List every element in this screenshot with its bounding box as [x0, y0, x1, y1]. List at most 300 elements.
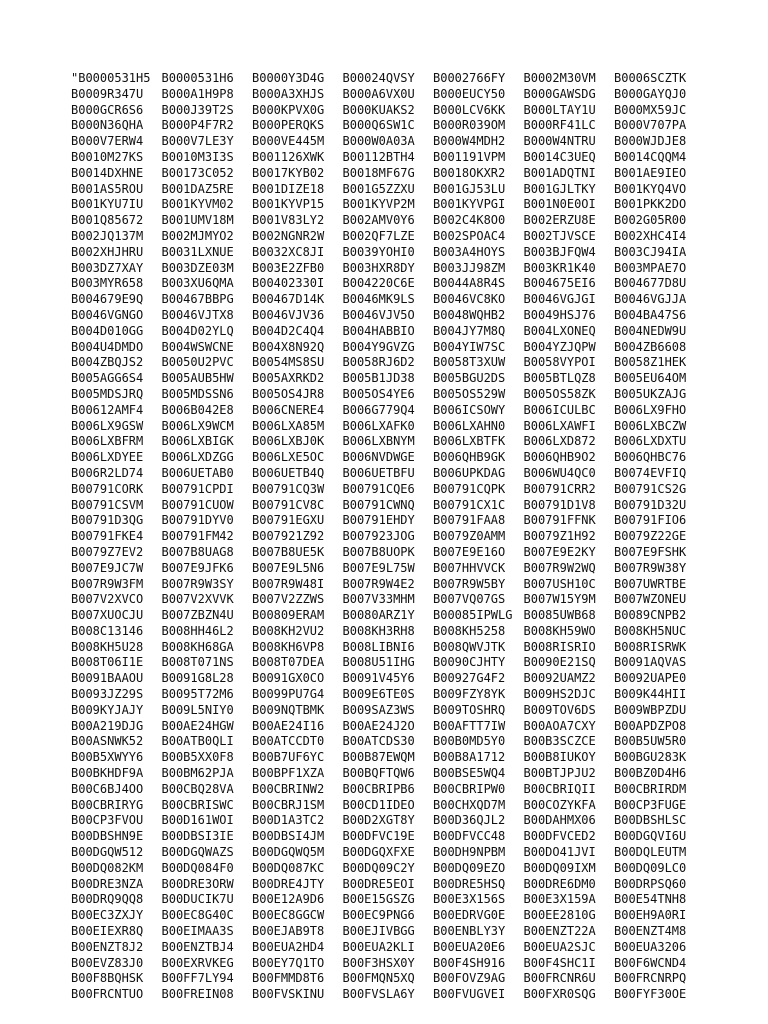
code-cell: B00B87EWQM [342, 750, 415, 765]
code-cell: B0079Z0AMM [433, 529, 506, 544]
code-cell: B00B0MD5Y0 [433, 734, 506, 749]
code-cell: B00EXRVKEG [161, 955, 234, 970]
code-cell: B00DRPSQ60 [614, 876, 687, 891]
code-cell: B00EUA2KLI [342, 939, 415, 954]
code-cell: B008HH46L2 [161, 623, 234, 638]
code-cell: B00173C052 [161, 165, 234, 180]
code-cell: B008KH3RH8 [342, 623, 415, 638]
code-cell: B001KYVM02 [161, 197, 234, 212]
code-cell: B008RISRIO [523, 639, 596, 654]
code-cell: B0039YOHI0 [342, 244, 415, 259]
code-cell: B0018OKXR2 [433, 165, 506, 180]
code-cell: B00CBRISWC [161, 797, 234, 812]
code-cell: B00DO41JVI [523, 845, 596, 860]
code-cell: B009HS2DJC [523, 687, 596, 702]
code-cell: B00BKHDF9A [71, 766, 144, 781]
code-cell: B0014DXHNE [71, 165, 144, 180]
code-cell: B008KH68GA [161, 639, 234, 654]
code-cell: B007V2XVCO [71, 592, 144, 607]
code-cell: B00791FAA8 [433, 513, 506, 528]
code-cell: B004YZJQPW [523, 339, 596, 354]
code-cell: B006LXE5OC [252, 450, 325, 465]
code-cell: B0092UAPE0 [614, 671, 687, 686]
code-cell: B00DGQWAZS [161, 845, 234, 860]
code-cell: B007R9W4E2 [342, 576, 415, 591]
code-cell: B00DUCIK7U [161, 892, 234, 907]
code-cell: B00B5UW5R0 [614, 734, 687, 749]
code-cell: B006LXA85M [252, 418, 325, 433]
code-cell: B00BGU283K [614, 750, 687, 765]
code-cell: B006UETAB0 [161, 465, 234, 480]
code-cell: B006LXD872 [523, 434, 596, 449]
code-cell: B000KUAKS2 [342, 102, 415, 117]
code-cell: B0049HSJ76 [523, 307, 596, 322]
code-cell: B0046VGNGO [71, 307, 144, 322]
code-cell: B00791FKE4 [71, 529, 144, 544]
code-cell: B00EH9A0RI [614, 908, 687, 923]
code-cell: B002JQ137M [71, 228, 144, 243]
code-cell: B00EDRVG0E [433, 908, 506, 923]
code-cell: B009FZY8YK [433, 687, 506, 702]
code-cell: B006NVDWGE [342, 450, 415, 465]
code-cell: B00791CS2G [614, 481, 687, 496]
code-cell: B001GJLTKY [523, 181, 596, 196]
code-cell: B0079Z22GE [614, 529, 687, 544]
code-cell: B0002766FY [433, 71, 506, 85]
code-cell: B006B042E8 [161, 402, 234, 417]
code-cell: B00024QVSY [342, 71, 415, 85]
code-cell: B00COZYKFA [523, 797, 596, 812]
code-cell: B007E9L5N6 [252, 560, 325, 575]
code-cell: B002XHC4I4 [614, 228, 687, 243]
code-cell: B004YIW7SC [433, 339, 506, 354]
code-cell: B00F3HSX0Y [342, 955, 415, 970]
code-cell: B004D010GG [71, 323, 144, 338]
code-cell: B000VE445M [252, 134, 325, 149]
code-cell: B007E9E2KY [523, 544, 596, 559]
code-cell: B00DGQW512 [71, 845, 144, 860]
code-cell: B004X8N92Q [252, 339, 325, 354]
code-cell: B00DBSI4JM [252, 829, 325, 844]
code-cell: B00CBRIQII [523, 781, 596, 796]
code-cell: B006UPKDAG [433, 465, 506, 480]
code-cell: B00B5XWYY6 [71, 750, 144, 765]
code-cell: B0085UWB68 [523, 608, 596, 623]
code-cell: B000EUCY50 [433, 86, 506, 101]
code-cell: B00ATCDS30 [342, 734, 415, 749]
code-cell: B00791CORK [71, 481, 144, 496]
code-cell: B00EUA2HD4 [252, 939, 325, 954]
code-cell: B006LXBTFK [433, 434, 506, 449]
code-cell: B008T07DEA [252, 655, 325, 670]
code-cell: B0018MF67G [342, 165, 415, 180]
code-cell: B00DQ09C2Y [342, 860, 415, 875]
code-cell: B007E9JFK6 [161, 560, 234, 575]
code-cell: B00791CQ3W [252, 481, 325, 496]
code-cell: B00791CQPK [433, 481, 506, 496]
code-cell: B00C6BJ4OO [71, 781, 144, 796]
code-cell: B00BTJPJU2 [523, 766, 596, 781]
code-cell: B007B8UOPK [342, 544, 415, 559]
code-cell: B00ENZT8J2 [71, 939, 144, 954]
code-cell: B006LXBNYM [342, 434, 415, 449]
code-cell: B003DZE03M [161, 260, 234, 275]
code-cell: B00DRE3ORW [161, 876, 234, 891]
code-cell: B007HHVVCK [433, 560, 506, 575]
code-cell: B002AMV0Y6 [342, 213, 415, 228]
code-cell: B00FXR0SQG [523, 987, 596, 1002]
code-cell: B0091GX0CO [252, 671, 325, 686]
code-cell: B001126XWK [252, 149, 325, 164]
code-cell: B00E15GSZG [342, 892, 415, 907]
code-cell: B007W15Y9M [523, 592, 596, 607]
code-cell: B00BZ0D4H6 [614, 766, 687, 781]
code-cell: B004U4DMDO [71, 339, 144, 354]
code-cell: B00791CQE6 [342, 481, 415, 496]
code-cell: B000GAYQJ0 [614, 86, 687, 101]
code-cell: B00612AMF4 [71, 402, 144, 417]
code-cell: B000W0A03A [342, 134, 415, 149]
code-cell: B00CBRIPW0 [433, 781, 506, 796]
code-cell: B0054MS8SU [252, 355, 325, 370]
code-cell: B005UKZAJG [614, 386, 687, 401]
code-cell: B00D161WOI [161, 813, 234, 828]
code-cell: B00FMMD8T6 [252, 971, 325, 986]
code-cell: B003A4HOYS [433, 244, 506, 259]
code-cell: B006LXBJ0K [252, 434, 325, 449]
code-cell: B004D2C4Q4 [252, 323, 325, 338]
code-cell: B003E2ZFB0 [252, 260, 325, 275]
code-cell: B005OS4JR8 [252, 386, 325, 401]
code-cell: B00DGQWQ5M [252, 845, 325, 860]
code-cell: B005AXRKD2 [252, 371, 325, 386]
code-cell: B007VQ07GS [433, 592, 506, 607]
code-cell: B006LXDXTU [614, 434, 687, 449]
code-cell: B00ENZTBJ4 [161, 939, 234, 954]
code-cell: B0090CJHTY [433, 655, 506, 670]
code-cell: B006QHB9O2 [523, 450, 596, 465]
code-cell: B00FRCNRPQ [614, 971, 687, 986]
code-cell: B007R9W3SY [161, 576, 234, 591]
code-cell: B00EUA3206 [614, 939, 687, 954]
code-cell: B0046MK9LS [342, 292, 415, 307]
code-cell: B007V33MHM [342, 592, 415, 607]
code-cell: B002ERZU8E [523, 213, 596, 228]
code-cell: B00467BBPG [161, 292, 234, 307]
code-cell: B00CP3FVOU [71, 813, 144, 828]
code-cell: B003CJ94IA [614, 244, 687, 259]
code-cell: B00DRE4JTY [252, 876, 325, 891]
code-cell: B0089CNPB2 [614, 608, 687, 623]
code-cell: B00DBSHN9E [71, 829, 144, 844]
code-cell: B00CBRIPB6 [342, 781, 415, 796]
code-cell: B007R9W5BY [433, 576, 506, 591]
code-cell: B004675EI6 [523, 276, 596, 291]
code-cell: B00EUA2SJC [523, 939, 596, 954]
code-cell: B00FRCNTUO [71, 987, 144, 1002]
code-cell: B009K44HII [614, 687, 687, 702]
code-cell: B0058VYPOI [523, 355, 596, 370]
code-cell: B008KH59WO [523, 623, 596, 638]
code-cell: B0079Z7EV2 [71, 544, 144, 559]
code-cell: B006LXDYEE [71, 450, 144, 465]
code-cell: B000LCV6KK [433, 102, 506, 117]
code-cell: B00EVZ83J0 [71, 955, 144, 970]
code-cell: B00CHXQD7M [433, 797, 506, 812]
code-cell: B004220C6E [342, 276, 415, 291]
code-cell: B006LXBIGK [161, 434, 234, 449]
code-cell: B009WBPZDU [614, 702, 687, 717]
code-cell: B0010M3I3S [161, 149, 234, 164]
code-cell: B000LTAY1U [523, 102, 596, 117]
code-cell: B0050U2PVC [161, 355, 234, 370]
code-cell: B005MDSSN6 [161, 386, 234, 401]
code-cell: B001GJ53LU [433, 181, 506, 196]
code-cell: B00DBSHLSC [614, 813, 687, 828]
code-cell: B00791FM42 [161, 529, 234, 544]
code-cell: B00B3SCZCE [523, 734, 596, 749]
code-cell: B00B8IUKOY [523, 750, 596, 765]
code-cell: B005OS58ZK [523, 386, 596, 401]
code-cell: B009E6TE0S [342, 687, 415, 702]
code-cell: B00DBSI3IE [161, 829, 234, 844]
code-cell: B00APDZPO8 [614, 718, 687, 733]
code-cell: B008QWVJTK [433, 639, 506, 654]
code-cell: B00F4SH916 [433, 955, 506, 970]
code-cell: B004JY7M8Q [433, 323, 506, 338]
code-cell: B0010M27KS [71, 149, 144, 164]
code-cell: B0044A8R4S [433, 276, 506, 291]
code-cell: B001ADQTNI [523, 165, 596, 180]
code-cell: B0014C3UEQ [523, 149, 596, 164]
code-cell: B007V2XVVK [161, 592, 234, 607]
code-cell: B003HXR8DY [342, 260, 415, 275]
code-cell: B001KYVP2M [342, 197, 415, 212]
code-cell: B00DAHMX06 [523, 813, 596, 828]
code-cell: B008U51IHG [342, 655, 415, 670]
code-cell: B000V7LE3Y [161, 134, 234, 149]
code-cell: B005B1JD38 [342, 371, 415, 386]
code-cell: B008KH5U28 [71, 639, 144, 654]
code-cell: B00ENZT4M8 [614, 924, 687, 939]
code-cell: B00B8A1712 [433, 750, 506, 765]
code-cell: B00DH9NPBM [433, 845, 506, 860]
code-cell: B008KH2VU2 [252, 623, 325, 638]
code-cell: B00791D3QG [71, 513, 144, 528]
code-cell: B0046VGJJA [614, 292, 687, 307]
code-cell: B006LXAHN0 [433, 418, 506, 433]
code-cell: B001N0E0OI [523, 197, 596, 212]
code-cell: B001KYQ4VO [614, 181, 687, 196]
code-cell: B009NQTBMK [252, 702, 325, 717]
code-cell: B00FRCNR6U [523, 971, 596, 986]
code-cell: B00112BTH4 [342, 149, 415, 164]
code-cell: B0091V45Y6 [342, 671, 415, 686]
code-cell: B0091BAAOU [71, 671, 144, 686]
code-cell: B004HABBIO [342, 323, 415, 338]
code-cell: B006LXAFK0 [342, 418, 415, 433]
code-cell: B00F8BQHSK [71, 971, 144, 986]
code-cell: B00E54TNH8 [614, 892, 687, 907]
code-cell: B00FREIN08 [161, 987, 234, 1002]
code-cell: B00BQFTQW6 [342, 766, 415, 781]
code-cell: B00EY7Q1TO [252, 955, 325, 970]
code-cell: B0006SCZTK [614, 71, 687, 85]
code-cell: B003MPAE7O [614, 260, 687, 275]
code-cell: B00FOVZ9AG [433, 971, 506, 986]
code-cell: B00D36QJL2 [433, 813, 506, 828]
code-cell: B000RF41LC [523, 118, 596, 133]
code-cell: B00DQ09EZO [433, 860, 506, 875]
code-cell: B004679E9Q [71, 292, 144, 307]
code-cell: B008KH5NUC [614, 623, 687, 638]
code-cell: B00FVSKINU [252, 987, 325, 1002]
code-cell: B002QF7LZE [342, 228, 415, 243]
code-cell: B004NEDW9U [614, 323, 687, 338]
code-cell: B000PERQKS [252, 118, 325, 133]
code-cell: B004Y9GVZG [342, 339, 415, 354]
code-cell: B005OS529W [433, 386, 506, 401]
code-cell: B00DFVC19E [342, 829, 415, 844]
code-cell: B0091AQVAS [614, 655, 687, 670]
code-cell: B0046VJTX8 [161, 307, 234, 322]
code-cell: B00EC8GGCW [252, 908, 325, 923]
code-cell: B008RISRWK [614, 639, 687, 654]
code-cell: B00467D14K [252, 292, 325, 307]
code-cell: B009KYJAJY [71, 702, 144, 717]
code-cell: B00791EGXU [252, 513, 325, 528]
code-cell: B007921Z92 [252, 529, 325, 544]
code-cell: B00791FIO6 [614, 513, 687, 528]
code-cell: B00DRE5HSQ [433, 876, 506, 891]
code-cell: B00F4SHC1I [523, 955, 596, 970]
code-cell: B00791D1V8 [523, 497, 596, 512]
code-cell: B008T06I1E [71, 655, 144, 670]
code-cell: B00DQ09LC0 [614, 860, 687, 875]
code-grid [71, 71, 701, 1003]
code-cell: B007R9W38Y [614, 560, 687, 575]
code-cell: B00AE24HGW [161, 718, 234, 733]
code-cell: B002SPOAC4 [433, 228, 506, 243]
code-cell: B0046VC8KO [433, 292, 506, 307]
code-cell: B003DZ7XAY [71, 260, 144, 275]
code-cell: B006LX9FHO [614, 402, 687, 417]
code-cell: B002XHJHRU [71, 244, 144, 259]
code-cell: B006LXAWFI [523, 418, 596, 433]
code-cell: B00791CPDI [161, 481, 234, 496]
code-cell: B00E3X156S [433, 892, 506, 907]
code-cell: B0099PU7G4 [252, 687, 325, 702]
code-cell: B00A219DJG [71, 718, 144, 733]
code-cell: B001191VPM [433, 149, 506, 164]
code-cell: B006R2LD74 [71, 465, 144, 480]
code-cell: B00ATCCDT0 [252, 734, 325, 749]
code-cell: B00CBQ28VA [161, 781, 234, 796]
code-cell: B007B8UAG8 [161, 544, 234, 559]
code-cell: B00CBRINW2 [252, 781, 325, 796]
code-cell: B000V7ERW4 [71, 134, 144, 149]
code-cell: B007E9E16O [433, 544, 506, 559]
code-cell: B007UWRTBE [614, 576, 687, 591]
code-cell: B00DRE6DM0 [523, 876, 596, 891]
code-cell: B0017KYB02 [252, 165, 325, 180]
code-cell: B0058T3XUW [433, 355, 506, 370]
code-cell: B00AFTT7IW [433, 718, 506, 733]
code-cell: B00DQLEUTM [614, 845, 687, 860]
code-cell: B009TOV6DS [523, 702, 596, 717]
code-cell: B0079Z1H92 [523, 529, 596, 544]
code-cell: B006G779Q4 [342, 402, 415, 417]
code-cell: B009L5NIY0 [161, 702, 234, 717]
code-cell: B000GAWSDG [523, 86, 596, 101]
code-cell: B00791D32U [614, 497, 687, 512]
code-cell: B009SAZ3WS [342, 702, 415, 717]
code-cell: B007E9JC7W [71, 560, 144, 575]
code-cell: B00791CX1C [433, 497, 506, 512]
code-cell: B001G5ZZXU [342, 181, 415, 196]
code-cell: B004ZBQJS2 [71, 355, 144, 370]
code-cell: B00FF7LY94 [161, 971, 234, 986]
code-cell: B0046VGJGI [523, 292, 596, 307]
code-cell: B0074EVFIQ [614, 465, 687, 480]
code-cell: B003BJFQW4 [523, 244, 596, 259]
code-cell: B000Q6SW1C [342, 118, 415, 133]
code-cell: B007V2ZZWS [252, 592, 325, 607]
code-cell: B0014CQQM4 [614, 149, 687, 164]
code-cell: B007WZONEU [614, 592, 687, 607]
code-cell: B00AE24J2O [342, 718, 415, 733]
code-cell: B00EUA20E6 [433, 939, 506, 954]
code-cell: B00791CSVM [71, 497, 144, 512]
code-cell: B0092UAMZ2 [523, 671, 596, 686]
code-cell: B00927G4F2 [433, 671, 506, 686]
code-cell: B001DAZ5RE [161, 181, 234, 196]
code-cell: B007E9FSHK [614, 544, 687, 559]
code-cell: B007B8UE5K [252, 544, 325, 559]
code-cell: B00DQ082KM [71, 860, 144, 875]
code-cell: B000KPVX0G [252, 102, 325, 117]
code-cell: B001V83LY2 [252, 213, 325, 228]
code-cell: B00CBRJ1SM [252, 797, 325, 812]
code-cell: B0090E21SQ [523, 655, 596, 670]
code-cell: B006QHBC76 [614, 450, 687, 465]
code-cell: B006UETBFU [342, 465, 415, 480]
code-cell: B003XU6QMA [161, 276, 234, 291]
code-cell: B002MJMYO2 [161, 228, 234, 243]
code-cell: B00FYF30OE [614, 987, 687, 1002]
code-cell: B0093JZ29S [71, 687, 144, 702]
code-cell: B00B5XX0F8 [161, 750, 234, 765]
code-cell: B006LXBFRM [71, 434, 144, 449]
code-cell: B000W4NTRU [523, 134, 596, 149]
code-cell: B00BPF1XZA [252, 766, 325, 781]
code-cell: B00D1A3TC2 [252, 813, 325, 828]
code-cell: B001AE9IEO [614, 165, 687, 180]
code-cell: B001KYVP15 [252, 197, 325, 212]
code-cell: B00AOA7CXY [523, 718, 596, 733]
code-cell: B00ASNWK52 [71, 734, 144, 749]
code-cell: B00E12A9D6 [252, 892, 325, 907]
code-cell: B00791CWNQ [342, 497, 415, 512]
code-cell: B00EE2810G [523, 908, 596, 923]
code-cell: B00EIMAA3S [161, 924, 234, 939]
code-cell: B0091G8L28 [161, 671, 234, 686]
code-cell: B00791CRR2 [523, 481, 596, 496]
code-cell: B00EIEXR8Q [71, 924, 144, 939]
code-cell: B0032XC8JI [252, 244, 325, 259]
code-cell: B00EC3ZXJY [71, 908, 144, 923]
code-cell: B007USH10C [523, 576, 596, 591]
